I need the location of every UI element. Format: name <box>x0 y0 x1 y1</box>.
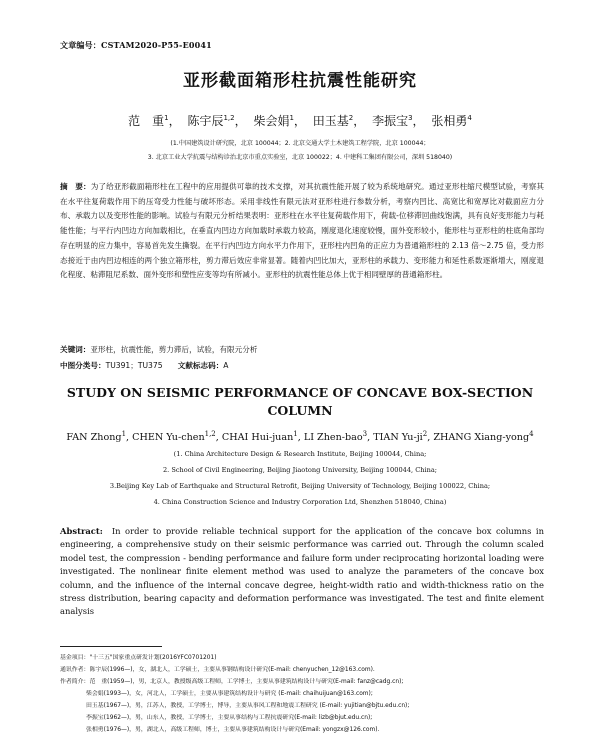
keywords-chinese <box>60 344 544 355</box>
author-cn: 柴会娟$^1$ <box>253 114 294 128</box>
abstract-english <box>60 525 544 619</box>
clc-value: TU391；TU375 <box>105 361 163 370</box>
author-cn: 范 重$^1$ <box>128 114 169 128</box>
doc-code-label: 文献标志码： <box>177 361 224 370</box>
author-en: ZHANG Xiang-yong$^4$ <box>433 430 534 444</box>
title-chinese: 亚形截面箱形柱抗震性能研究 <box>183 71 417 91</box>
doc-code-value: A <box>223 361 229 370</box>
title-english: STUDY ON SEISMIC PERFORMANCE OF CONCAVE BOX-SECTION COLUMN <box>66 385 534 418</box>
affiliation-cn-line-1: (1.中国建筑设计研究院，北京 100044；2. 北京交通大学土木建筑工程学院，北京 100044； <box>170 140 430 147</box>
abstract-en-text: In order to provide reliable technical support for the application of the concave box columns in engineering, a comprehensive study on their seismic performance was carried out. Through the column scaled model test, the compression - bending performance and failure form under reciprocating horizontal loading were investigated. The nonlinear finite element method was used to analyze the parameters of the concave box column, and the influence of the internal concave degree, height-width ratio and width-thickness ratio on the stress distribution, bearing capacity and deformation performance was investigated. The test and finite element analysis <box>60 526 544 617</box>
article-number: 文章编号：CSTAM2020-P55-E0041 <box>60 40 212 50</box>
affiliation-cn-line-2: 3. 北京工业大学抗震与结构诊治北京市重点实验室，北京 100022；4. 中建科工集团有限公司，深圳 518040) <box>147 154 453 161</box>
author-en: FAN Zhong$^1$ <box>66 430 127 444</box>
affiliation-en-line-4: 4. China Construction Science and Industry Corporation Ltd, Shenzhen 518040, China) <box>153 498 447 506</box>
authors-english: FAN Zhong$^1$, CHEN Yu-chen$^{1,2}$, CHAI Hui-juan$^1$, LI Zhen-bao$^3$, TIAN $Yu-ji^2$, ZHANG Xiang-yong$^4$ <box>66 430 534 444</box>
abstract-chinese <box>60 180 544 283</box>
footnote-divider <box>60 646 162 647</box>
affiliation-en-line-1: (1. China Architecture Design & Research Institute, Beijing 100044, China; <box>173 450 427 458</box>
author-en: CHAI Hui-juan$^1$ <box>221 430 298 444</box>
footnote-funding: 基金项目："十三五"国家重点研发计划(2016YFC0701201) <box>60 655 217 661</box>
affiliation-en-line-3: 3.Beijing Key Lab of Earthquake and Structural Retrofit, Beijing University of Technology, Beijing 100022, China; <box>109 482 491 490</box>
footnote-author-bio: 作者简介：范 重(1959—)，男，北京人，教授级高级工程师，工学博士，主要从事建筑结构设计与研究(E-mail: fanz@cadg.cn); <box>60 679 404 685</box>
abstract-cn-text: 为了给亚形截面箱形柱在工程中的应用提供可靠的技术支撑，对其抗震性能开展了较为系统地研究。通过亚形柱缩尺模型试验，考察其在水平往复荷载作用下的压弯受力性能与破坏形态。采用非线性有限元法对亚形柱进行参数分析，考察内凹比、高宽比和宽厚比对截面应力分布、承载力以及变形性能的影响。试验与有限元分析结果表明：亚形柱在水平往复荷载作用下，荷载-位移滞回曲线饱满，具有良好变形能力与耗能性能；与平行内凹边方向加载相比，在垂直内凹边方向加载时承载力较高，刚度退化速度较慢，面外变形较小，能形柱与亚形柱的柱底角部均存在明显的应力集中，容易首先发生撕裂。在平行内凹边方向水平力作用下，亚形柱内凹角的正应力为普通箱形柱的 2.13 倍～2.75 倍，受力形态接近于由内凹边相连的两个独立箱形柱，剪力滞后效应非常显著。随着内凹比加大，亚形柱的承载力、变形能力和延性系数逐渐增大，刚度退化程度、粘滞阻尼系数、面外变形和塑性应变等均有所减小。亚形柱的抗震性能总体上优于相同壁厚的普通箱形柱。 <box>60 182 545 280</box>
authors-chinese: 范 重$^1$， 陈宇辰$^{1,2}$， 柴会娟$^1$， 田玉基$^2$， 李振宝$^3$， 张相勇$^4$ <box>128 114 472 128</box>
author-cn: 田玉基$^2$ <box>312 114 354 128</box>
author-cn: 张相勇$^4$ <box>431 114 472 128</box>
footnote-author-bio: 李振宝(1962—)，男，山东人，教授，工学博士，主要从事结构与工程抗震研究(E-mail: lizb@bjut.edu.cn); <box>86 715 373 721</box>
keywords-label: 关键词： <box>60 345 91 354</box>
author-en: TIAN $Yu-ji^2$ <box>373 430 428 444</box>
footnote-author-bio: 田玉基(1967—)，男，江苏人，教授，工学博士，博导，主要从事风工程和地震工程研究 (E-mail: yujitian@bjtu.edu.cn); <box>86 703 410 709</box>
keywords-text: 亚形柱，抗震性能，剪力滞后，试验，有限元分析 <box>90 345 258 354</box>
author-cn: 陈宇辰$^{1,2}$ <box>187 114 235 128</box>
author-cn: 李振宝$^3$ <box>372 114 413 128</box>
classification-line <box>60 360 544 371</box>
abstract-cn-label: 摘 要： <box>60 182 91 191</box>
footnote-corresponding-author: 通讯作者：陈宇辰(1996—)，女，湖北人，工学硕士，主要从事钢结构设计研究(E-mail: chenyuchen_12@163.com). <box>60 667 375 673</box>
author-en: CHEN Yu-chen$^{1,2}$ <box>132 430 216 444</box>
clc-label: 中图分类号： <box>60 361 106 370</box>
affiliation-en-line-2: 2. School of Civil Engineering, Beijing Jiaotong University, Beijing 100044, China; <box>162 466 438 474</box>
footnote-author-bio: 柴会娟(1993—)，女，河北人，工学硕士，主要从事建筑结构设计与研究 (E-mail: chaihuijuan@163.com); <box>86 691 373 697</box>
author-en: LI Zhen-bao$^3$ <box>303 430 368 444</box>
footnote-author-bio: 张相勇(1976—)，男，湖北人，高级工程师，博士，主要从事建筑结构设计与研究(Email: yongzx@126.com). <box>86 727 380 733</box>
abstract-en-label: Abstract: <box>60 526 103 536</box>
